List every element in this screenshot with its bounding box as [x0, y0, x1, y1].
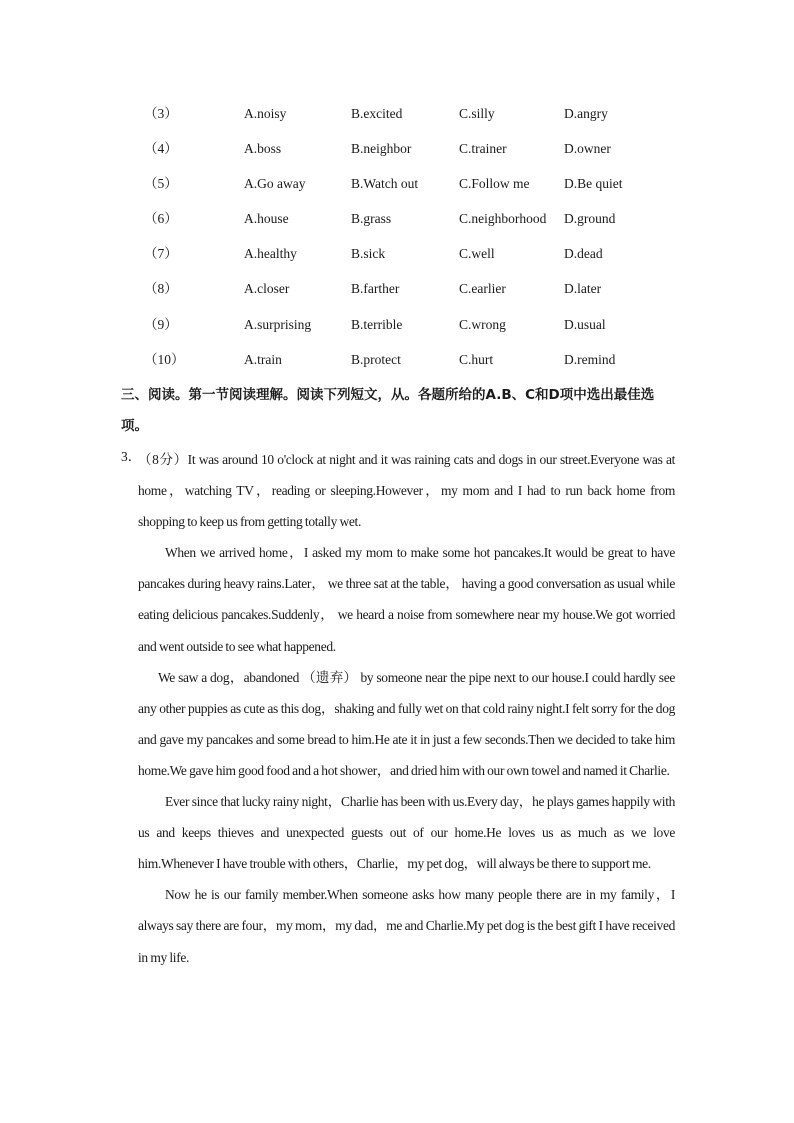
option-a: A.boss [244, 141, 282, 157]
option-d: D.owner [564, 141, 611, 157]
option-a: A.noisy [244, 106, 287, 121]
passage-paragraph: Ever since that lucky rainy night，Charlie has been with us.Every day，he plays games happily with us and keeps thieves and unexpected guests out of our home.He loves us as much as we love him.Whenever I have trouble with others，Charlie，my pet dog，will always be there to support me. [138, 794, 675, 872]
passage-paragraph: We saw a dog，abandoned （遗弃） by someone near the pipe next to our house.I could hardly see any other puppies as cute as this dog，shaking and fully wet on that cold rainy night.I felt sorry for the dog and gave my pancakes and some bread to him.He ate it in just a few seconds.Then we decided to take him home.We gave him good food and a hot shower，and dried him with our own towel and named it Charlie. [138, 669, 675, 778]
option-b: B.Watch out [351, 176, 419, 192]
reading-passage [138, 444, 675, 973]
option-c: C.trainer [459, 141, 507, 157]
option-c: C.earlier [459, 281, 506, 297]
option-d: D.remind [564, 351, 616, 367]
section-heading: 三、阅读。第一节阅读理解。阅读下列短文，从。各题所给的A.B、C和D项中选出最佳选项。 [121, 387, 655, 434]
question-number: （10） [144, 351, 185, 367]
option-d: D.Be quiet [564, 176, 623, 192]
option-row [144, 174, 664, 209]
option-a: A.train [244, 351, 282, 367]
question-number: （6） [144, 211, 178, 227]
option-c: C.silly [459, 106, 495, 121]
option-b: B.grass [351, 211, 392, 227]
question-number: （8） [144, 281, 178, 297]
question-number: （7） [144, 246, 178, 262]
option-b: B.excited [351, 106, 403, 121]
option-c: C.wrong [459, 316, 506, 332]
passage-paragraph: （8分）It was around 10 o'clock at night and it was raining cats and dogs in our street.Everyone was at home，watching TV，reading or sleeping.However，my mom and I had to run back home from shopping to keep us from getting totally wet. [138, 452, 675, 530]
option-b: B.terrible [351, 316, 403, 332]
question-number: （3） [144, 106, 178, 121]
option-row [144, 279, 664, 314]
option-c: C.hurt [459, 351, 494, 367]
question-number: （5） [144, 176, 178, 192]
option-row [144, 139, 664, 174]
option-d: D.later [564, 281, 602, 297]
option-c: C.well [459, 246, 495, 262]
option-row [144, 209, 664, 244]
option-d: D.ground [564, 211, 616, 227]
option-row [144, 104, 664, 139]
option-a: A.surprising [244, 316, 312, 332]
question-number: （9） [144, 316, 178, 332]
option-b: B.farther [351, 281, 400, 297]
option-b: B.neighbor [351, 141, 412, 157]
option-a: A.healthy [244, 246, 297, 262]
question-label: 3． [121, 449, 142, 464]
option-d: D.angry [564, 106, 608, 121]
option-b: B.sick [351, 246, 386, 262]
option-row [144, 315, 664, 350]
option-a: A.closer [244, 281, 290, 297]
option-a: A.house [244, 211, 289, 227]
option-row [144, 244, 664, 279]
passage-paragraph: When we arrived home，I asked my mom to make some hot pancakes.It would be great to have pancakes during heavy rains.Later， we three sat at the table， having a good conversation as usual while eating delicious pancakes.Suddenly， we heard a noise from somewhere near my house.We got worried and went outside to see what happened. [138, 545, 675, 654]
options-table [144, 104, 664, 385]
option-b: B.protect [351, 351, 401, 367]
option-d: D.usual [564, 316, 606, 332]
question-number: （4） [144, 141, 178, 157]
passage-paragraph: Now he is our family member.When someone asks how many people there are in my family，I always say there are four，my mom，my dad，me and Charlie.My pet dog is the best gift I have received in my life. [138, 887, 675, 965]
option-c: C.neighborhood [459, 211, 547, 227]
option-c: C.Follow me [459, 176, 530, 192]
option-a: A.Go away [244, 176, 306, 192]
option-d: D.dead [564, 246, 603, 262]
